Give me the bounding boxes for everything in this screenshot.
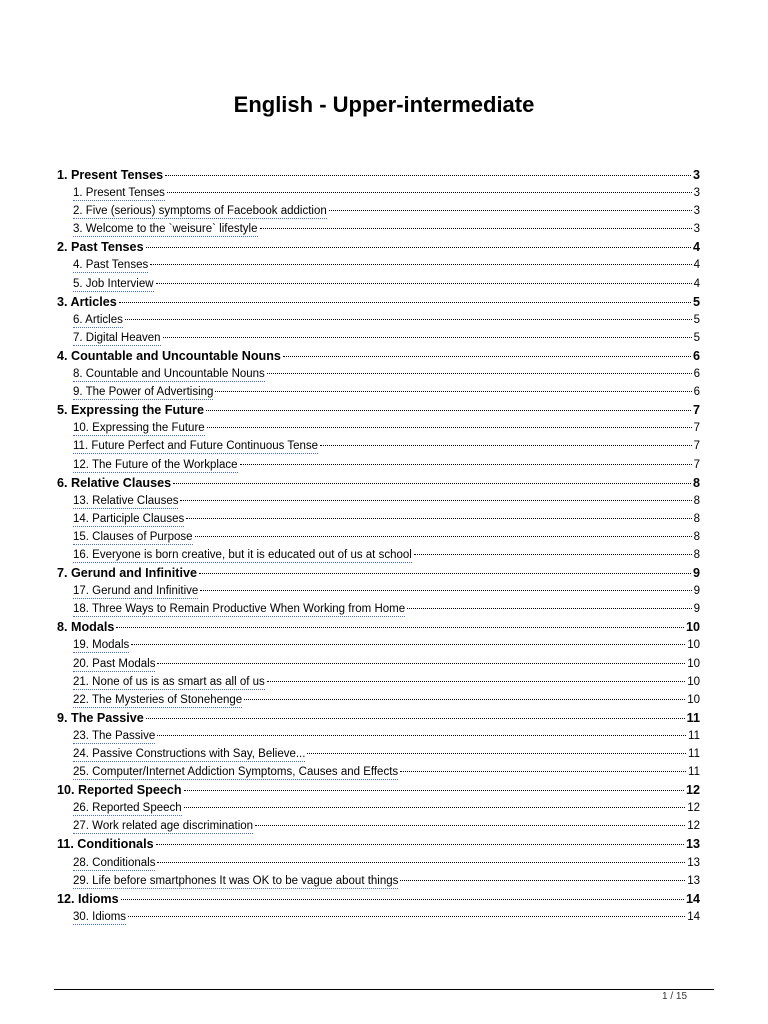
dot-leader	[184, 807, 686, 808]
toc-lesson-entry[interactable]	[57, 763, 700, 781]
toc-chapter-entry[interactable]	[57, 709, 700, 727]
toc-page-number[interactable]: 5	[693, 331, 700, 344]
toc-lesson-entry[interactable]	[57, 456, 700, 474]
toc-chapter-entry[interactable]	[57, 474, 700, 492]
toc-page-number[interactable]: 9	[693, 585, 700, 598]
toc-chapter-entry[interactable]	[57, 166, 700, 184]
dot-leader	[157, 862, 685, 863]
toc-page-number[interactable]: 13	[687, 856, 700, 869]
toc-chapter-entry[interactable]	[57, 564, 700, 582]
dot-leader	[307, 753, 686, 754]
toc-entry-title[interactable]: 2. Five (serious) symptoms of Facebook addiction	[73, 205, 327, 218]
footer-divider	[54, 989, 714, 990]
dot-leader	[157, 663, 685, 664]
toc-page-number[interactable]: 10	[687, 639, 700, 652]
toc-lesson-entry[interactable]	[57, 655, 700, 673]
dot-leader	[167, 192, 692, 193]
dot-leader	[260, 228, 692, 229]
toc-chapter-entry[interactable]	[57, 401, 700, 419]
dot-leader	[215, 391, 691, 392]
toc-lesson-entry[interactable]	[57, 691, 700, 709]
toc-entry-title[interactable]: 21. None of us is as smart as all of us	[73, 675, 265, 688]
toc-page-number[interactable]: 6	[693, 386, 700, 399]
toc-page-number[interactable]: 4	[693, 259, 700, 272]
dot-leader	[400, 880, 685, 881]
toc-chapter-entry[interactable]	[57, 835, 700, 853]
dot-leader	[128, 916, 685, 917]
toc-page-number[interactable]: 6	[693, 368, 700, 381]
toc-entry-title[interactable]: 7. Digital Heaven	[73, 331, 161, 344]
dot-leader	[180, 500, 691, 501]
toc-lesson-entry[interactable]	[57, 600, 700, 618]
toc-entry-title[interactable]: 8. Modals	[57, 620, 115, 635]
toc-lesson-entry[interactable]	[57, 311, 700, 329]
toc-lesson-entry[interactable]	[57, 582, 700, 600]
page-title: English - Upper-intermediate	[233, 92, 535, 117]
toc-page-number[interactable]: 10	[687, 693, 700, 706]
toc-entry-title[interactable]: 5. Expressing the Future	[57, 403, 204, 418]
toc-lesson-entry[interactable]	[57, 184, 700, 202]
dot-leader	[157, 735, 686, 736]
toc-entry-title[interactable]: 3. Articles	[57, 294, 117, 309]
toc-page-number[interactable]: 8	[693, 530, 700, 543]
toc-entry-title[interactable]: 18. Three Ways to Remain Productive When Working from Home	[73, 603, 406, 616]
toc-entry-title[interactable]: 4. Past Tenses	[73, 259, 149, 272]
toc-page-number[interactable]: 14	[687, 910, 700, 923]
toc-page-number[interactable]: 8	[693, 494, 700, 507]
toc-page-number[interactable]: 6	[692, 348, 700, 363]
toc-entry-title[interactable]: 10. Reported Speech	[57, 783, 182, 798]
toc-page-number[interactable]: 7	[692, 403, 700, 418]
toc-entry-title[interactable]: 23. The Passive	[73, 729, 156, 742]
toc-page-number[interactable]: 5	[692, 294, 700, 309]
dot-leader	[163, 337, 692, 338]
dot-leader	[156, 283, 692, 284]
dot-leader	[146, 247, 691, 248]
toc-lesson-entry[interactable]	[57, 528, 700, 546]
dot-leader	[195, 536, 692, 537]
toc-page-number[interactable]: 10	[685, 620, 700, 635]
toc-entry-title[interactable]: 14. Participle Clauses	[73, 512, 185, 525]
toc-page-number[interactable]: 3	[692, 168, 700, 182]
toc-entry-title[interactable]: 9. The Passive	[57, 710, 144, 725]
toc-page-number[interactable]: 5	[693, 313, 700, 326]
dot-leader	[329, 210, 692, 211]
toc-entry-title[interactable]: 6. Relative Clauses	[57, 475, 172, 490]
dot-leader	[186, 518, 691, 519]
toc-entry-title[interactable]: 17. Gerund and Infinitive	[73, 585, 199, 598]
toc-lesson-entry[interactable]	[57, 220, 700, 238]
toc-lesson-entry[interactable]	[57, 492, 700, 510]
dot-leader	[407, 608, 691, 609]
toc-page-number[interactable]: 4	[693, 277, 700, 290]
toc-page-number[interactable]: 9	[692, 566, 700, 581]
toc-entry-title[interactable]: 15. Clauses of Purpose	[73, 530, 193, 543]
toc-page-number[interactable]: 7	[693, 458, 700, 471]
toc-page-number[interactable]: 11	[686, 710, 700, 725]
toc-page-number[interactable]: 11	[688, 748, 700, 760]
toc-page-number[interactable]: 14	[685, 891, 700, 906]
table-of-contents	[57, 166, 700, 926]
toc-entry-title[interactable]: 2. Past Tenses	[57, 240, 144, 255]
toc-lesson-entry[interactable]	[57, 202, 700, 220]
toc-chapter-entry[interactable]	[57, 618, 700, 636]
dot-leader	[244, 699, 685, 700]
toc-lesson-entry[interactable]	[57, 673, 700, 691]
toc-lesson-entry[interactable]	[57, 383, 700, 401]
toc-entry-title[interactable]: 19. Modals	[73, 639, 130, 652]
dot-leader	[320, 445, 692, 446]
toc-entry-title[interactable]: 29. Life before smartphones It was OK to be vague about things	[73, 874, 399, 887]
toc-lesson-entry[interactable]	[57, 329, 700, 347]
toc-lesson-entry[interactable]	[57, 365, 700, 383]
dot-leader	[240, 464, 692, 465]
toc-chapter-entry[interactable]	[57, 347, 700, 365]
toc-page-number[interactable]: 3	[693, 205, 700, 218]
dot-leader	[116, 627, 684, 628]
toc-entry-title[interactable]: 3. Welcome to the `weisure` lifestyle	[73, 223, 258, 236]
toc-page-number[interactable]: 8	[692, 475, 700, 490]
toc-entry-title[interactable]: 25. Computer/Internet Addiction Symptoms, Causes and Effects	[73, 766, 399, 779]
toc-entry-title[interactable]: 1. Present Tenses	[73, 187, 165, 200]
toc-entry-title[interactable]: 6. Articles	[73, 313, 123, 326]
dot-leader	[156, 844, 684, 845]
toc-entry-title[interactable]: 26. Reported Speech	[73, 802, 182, 815]
toc-entry-title[interactable]: 20. Past Modals	[73, 657, 156, 670]
toc-lesson-entry[interactable]	[57, 419, 700, 437]
toc-page-number[interactable]: 7	[693, 440, 700, 453]
dot-leader	[267, 681, 685, 682]
toc-page-number[interactable]: 12	[687, 820, 700, 833]
toc-chapter-entry[interactable]	[57, 293, 700, 311]
toc-entry-title[interactable]: 7. Gerund and Infinitive	[57, 566, 197, 581]
toc-page-number[interactable]: 11	[688, 729, 700, 742]
toc-page-number[interactable]: 10	[687, 657, 700, 670]
toc-entry-title[interactable]: 11. Future Perfect and Future Continuous Tense	[73, 440, 319, 453]
toc-page-number[interactable]: 12	[687, 802, 700, 815]
toc-lesson-entry[interactable]	[57, 854, 700, 872]
toc-entry-title[interactable]: 12. Idioms	[57, 891, 119, 906]
toc-lesson-entry[interactable]	[57, 437, 700, 455]
toc-lesson-entry[interactable]	[57, 817, 700, 835]
toc-lesson-entry[interactable]	[57, 546, 700, 564]
toc-entry-title[interactable]: 16. Everyone is born creative, but it is educated out of us at school	[73, 548, 412, 561]
dot-leader	[184, 790, 684, 791]
toc-page-number[interactable]: 10	[687, 675, 700, 688]
dot-leader	[119, 302, 691, 303]
dot-leader	[146, 718, 685, 719]
toc-lesson-entry[interactable]	[57, 510, 700, 528]
toc-entry-title[interactable]: 24. Passive Constructions with Say, Believe...	[73, 748, 306, 760]
toc-page-number[interactable]: 3	[693, 187, 700, 200]
toc-page-number[interactable]: 7	[693, 422, 700, 435]
toc-lesson-entry[interactable]	[57, 256, 700, 274]
dot-leader	[283, 356, 691, 357]
toc-entry-title[interactable]: 22. The Mysteries of Stonehenge	[73, 693, 243, 706]
toc-entry-title[interactable]: 4. Countable and Uncountable Nouns	[57, 348, 281, 363]
dot-leader	[400, 771, 686, 772]
dot-leader	[125, 319, 692, 320]
dot-leader	[199, 573, 691, 574]
toc-entry-title[interactable]: 28. Conditionals	[73, 856, 156, 869]
toc-entry-title[interactable]: 5. Job Interview	[73, 277, 154, 290]
toc-lesson-entry[interactable]	[57, 745, 700, 763]
dot-leader	[255, 825, 685, 826]
toc-entry-title[interactable]: 30. Idioms	[73, 910, 127, 923]
toc-entry-title[interactable]: 12. The Future of the Workplace	[73, 458, 238, 471]
dot-leader	[200, 590, 691, 591]
dot-leader	[267, 373, 692, 374]
toc-lesson-entry[interactable]	[57, 636, 700, 654]
toc-page-number[interactable]: 9	[693, 603, 700, 616]
toc-chapter-entry[interactable]	[57, 238, 700, 256]
toc-chapter-entry[interactable]	[57, 890, 700, 908]
dot-leader	[131, 644, 685, 645]
toc-lesson-entry[interactable]	[57, 908, 700, 926]
toc-lesson-entry[interactable]	[57, 799, 700, 817]
dot-leader	[414, 554, 692, 555]
toc-entry-title[interactable]: 10. Expressing the Future	[73, 422, 205, 435]
dot-leader	[207, 427, 692, 428]
dot-leader	[150, 264, 691, 265]
dot-leader	[173, 483, 691, 484]
toc-page-number[interactable]: 4	[692, 240, 700, 255]
toc-page-number[interactable]: 13	[685, 837, 700, 852]
dot-leader	[206, 410, 691, 411]
toc-page-number[interactable]: 11	[688, 766, 700, 779]
toc-entry-title[interactable]: 27. Work related age discrimination	[73, 820, 254, 833]
toc-chapter-entry[interactable]	[57, 781, 700, 799]
toc-page-number[interactable]: 8	[693, 548, 700, 561]
toc-page-number[interactable]: 3	[693, 223, 700, 236]
toc-lesson-entry[interactable]	[57, 275, 700, 293]
toc-page-number[interactable]: 13	[687, 874, 700, 887]
toc-entry-title[interactable]: 13. Relative Clauses	[73, 494, 179, 507]
dot-leader	[165, 175, 691, 176]
dot-leader	[121, 899, 684, 900]
toc-entry-title[interactable]: 11. Conditionals	[57, 837, 154, 852]
page-number: 1 / 15	[662, 991, 688, 1002]
toc-page-number[interactable]: 8	[693, 512, 700, 525]
toc-entry-title[interactable]: 8. Countable and Uncountable Nouns	[73, 368, 265, 381]
toc-lesson-entry[interactable]	[57, 872, 700, 890]
toc-entry-title[interactable]: 9. The Power of Advertising	[73, 386, 214, 399]
toc-lesson-entry[interactable]	[57, 727, 700, 745]
toc-page-number[interactable]: 12	[685, 783, 700, 798]
toc-entry-title[interactable]: 1. Present Tenses	[57, 168, 164, 182]
